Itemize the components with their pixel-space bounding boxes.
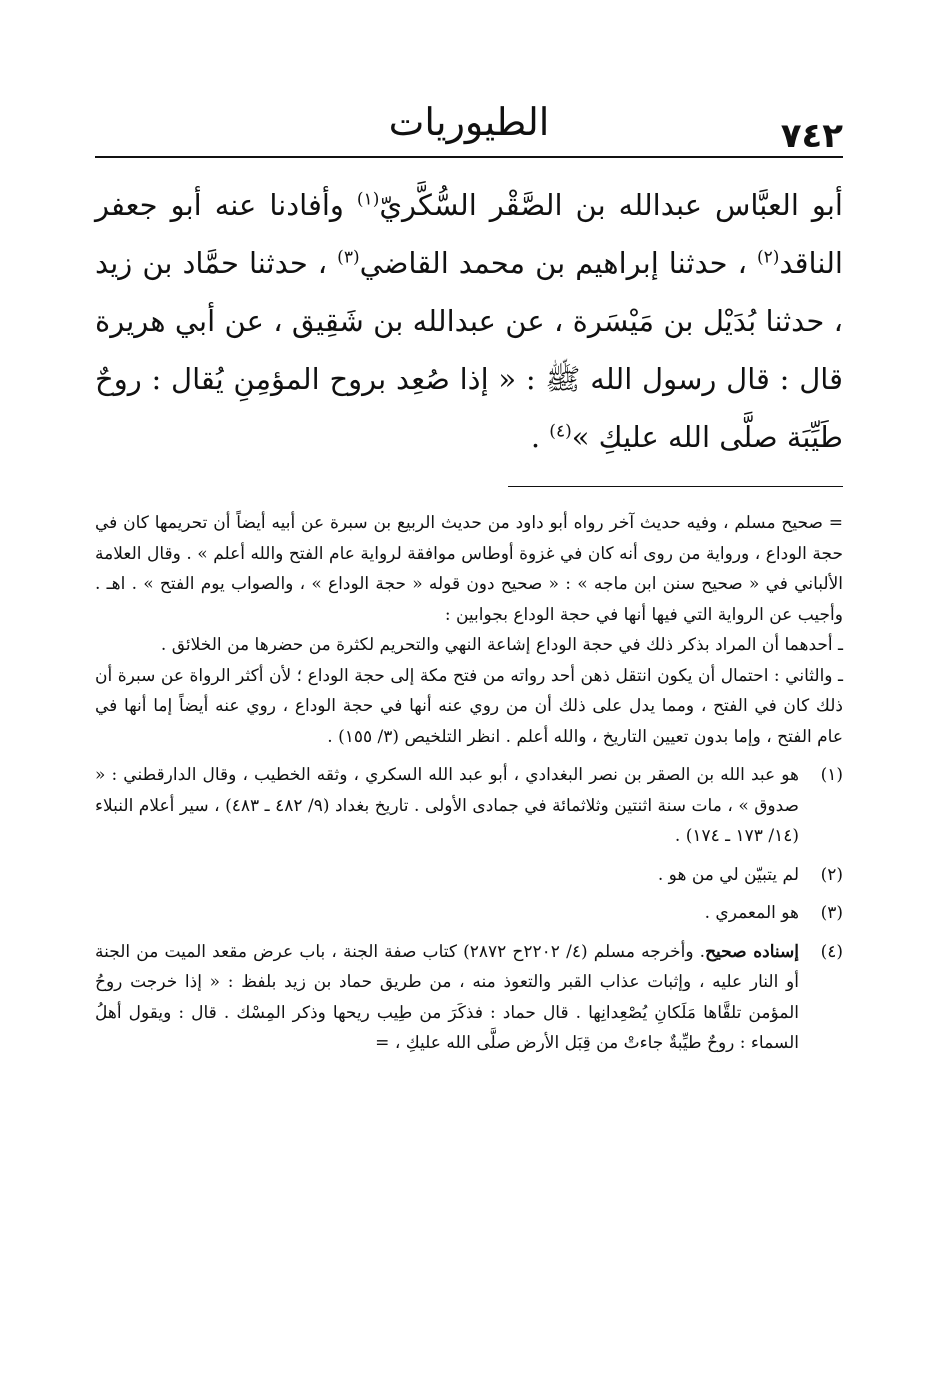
footnote-continuation-3: ـ والثاني : احتمال أن يكون انتقل ذهن أحد رواته من فتح مكة إلى حجة الوداع ؛ لأن أكثر الرواة عن سبرة أن ذلك كان في الفتح ، ومما يدل على ذلك أن من روي عنه أنها في حجة الوداع ، روي عنه أيضاً إما أنها في عام الفتح ، وإما بدون تعيين التاريخ ، والله أعلم . انظر التلخيص (٣/ ١٥٥) . [95, 665, 843, 747]
footnotes [95, 508, 843, 1059]
isnad-part-2: وأفادنا عنه أبو جعفر الناقد [95, 188, 843, 280]
footnote-ref-2: (٢) [757, 247, 780, 268]
isnad-part-1: أبو العبَّاس عبدالله بن الصَّقْر السُّكَّريّ [379, 188, 843, 222]
footnote-number: (٤) [820, 941, 843, 962]
footnote-text: هو المعمري . [704, 903, 799, 923]
paragraph-end: . [530, 420, 550, 454]
hadith-text: ، حدثنا حمَّاد بن زيد ، حدثنا بُدَيْل بن مَيْسَرة ، عن عبدالله بن شَقِيق ، عن أبي هريرة قال : قال رسول الله ﷺ : « إذا صُعِد بروح المؤمِنِ يُقال : روحٌ طَيِّبَة صلَّى الله عليكِ » [95, 246, 843, 454]
footnote-continuation-1: = صحيح مسلم ، وفيه حديث آخر رواه أبو داود من حديث الربيع بن سبرة عن أبيه أيضاً أن تحريمها كان في حجة الوداع ، ورواية من روى أنه كان في غزوة أوطاس موافقة لرواية عام الفتح والله أعلم » . وقال العلامة الألباني في « صحيح سنن ابن ماجه » : « صحيح دون قوله « حجة الوداع » ، والصواب يوم الفتح » . اهـ . وأجيب عن الرواية التي فيها أنها في حجة الوداع بجوابين : [95, 513, 843, 625]
spacer [95, 852, 843, 860]
spacer [95, 929, 843, 937]
footnote-2 [95, 860, 843, 891]
footnote-text: لم يتبيّن لي من هو . [657, 864, 799, 885]
footnote-text: هو عبد الله بن الصقر بن نصر البغدادي ، أبو عبد الله السكري ، وثقه الخطيب ، وقال الدارقطني : « صدوق » ، مات سنة اثنتين وثلاثمائة في جمادى الأولى . تاريخ بغداد (٩/ ٤٨٢ ـ ٤٨٣) ، سير أعلام النبلاء (١٤/ ١٧٣ ـ ١٧٤) . [95, 765, 799, 846]
footnote-ref-4: (٤) [549, 421, 572, 442]
header-rule [95, 156, 843, 158]
footnote-number: (١) [820, 765, 843, 785]
footnote-number: (٢) [820, 864, 843, 885]
footnote-ref-1: (١) [356, 189, 380, 210]
footnote-1 [95, 760, 843, 852]
footnote-text-wrapper [95, 937, 799, 1059]
hadith-paragraph [95, 176, 843, 466]
isnad-part-3: ، حدثنا إبراهيم بن محمد القاضي [359, 246, 757, 280]
footnote-text: . وأخرجه مسلم (٤/ ٢٢٠٢ح ٢٨٧٢) كتاب صفة الجنة ، باب عرض مقعد الميت من الجنة أو النار عليه ، وإثبات عذاب القبر والتعوذ منه ، من طريق حماد بن زيد بلفظ : « إذا خرجت روحُ المؤمن تلقَّاها مَلَكانِ يُصْعِدانِها . قال حماد : فذكَرَ من طِيب ريحها وذكر المِسْك . قال : ويقول أهلُ السماء : روحٌ طيِّبةٌ جاءتْ من قِبَل الأرض صلَّى الله عليكِ ، = [95, 941, 799, 1053]
spacer [95, 890, 843, 898]
footnote-verdict: إسناده صحيح [705, 941, 799, 962]
running-title: الطيوريات [388, 100, 550, 144]
footnote-ref-3: (٣) [337, 247, 360, 268]
page-number: ٧٤٢ [780, 116, 843, 156]
footnote-separator [508, 486, 843, 487]
footnote-continuation-2: ـ أحدهما أن المراد بذكر ذلك في حجة الوداع إشاعة النهي والتحريم لكثرة من حضرها من الخلائق . [160, 635, 843, 655]
footnote-3 [95, 898, 843, 929]
footnote-4 [95, 937, 843, 1059]
main-text [95, 176, 843, 466]
spacer [95, 752, 843, 760]
page-header [95, 96, 843, 156]
footnote-number: (٣) [820, 903, 843, 923]
